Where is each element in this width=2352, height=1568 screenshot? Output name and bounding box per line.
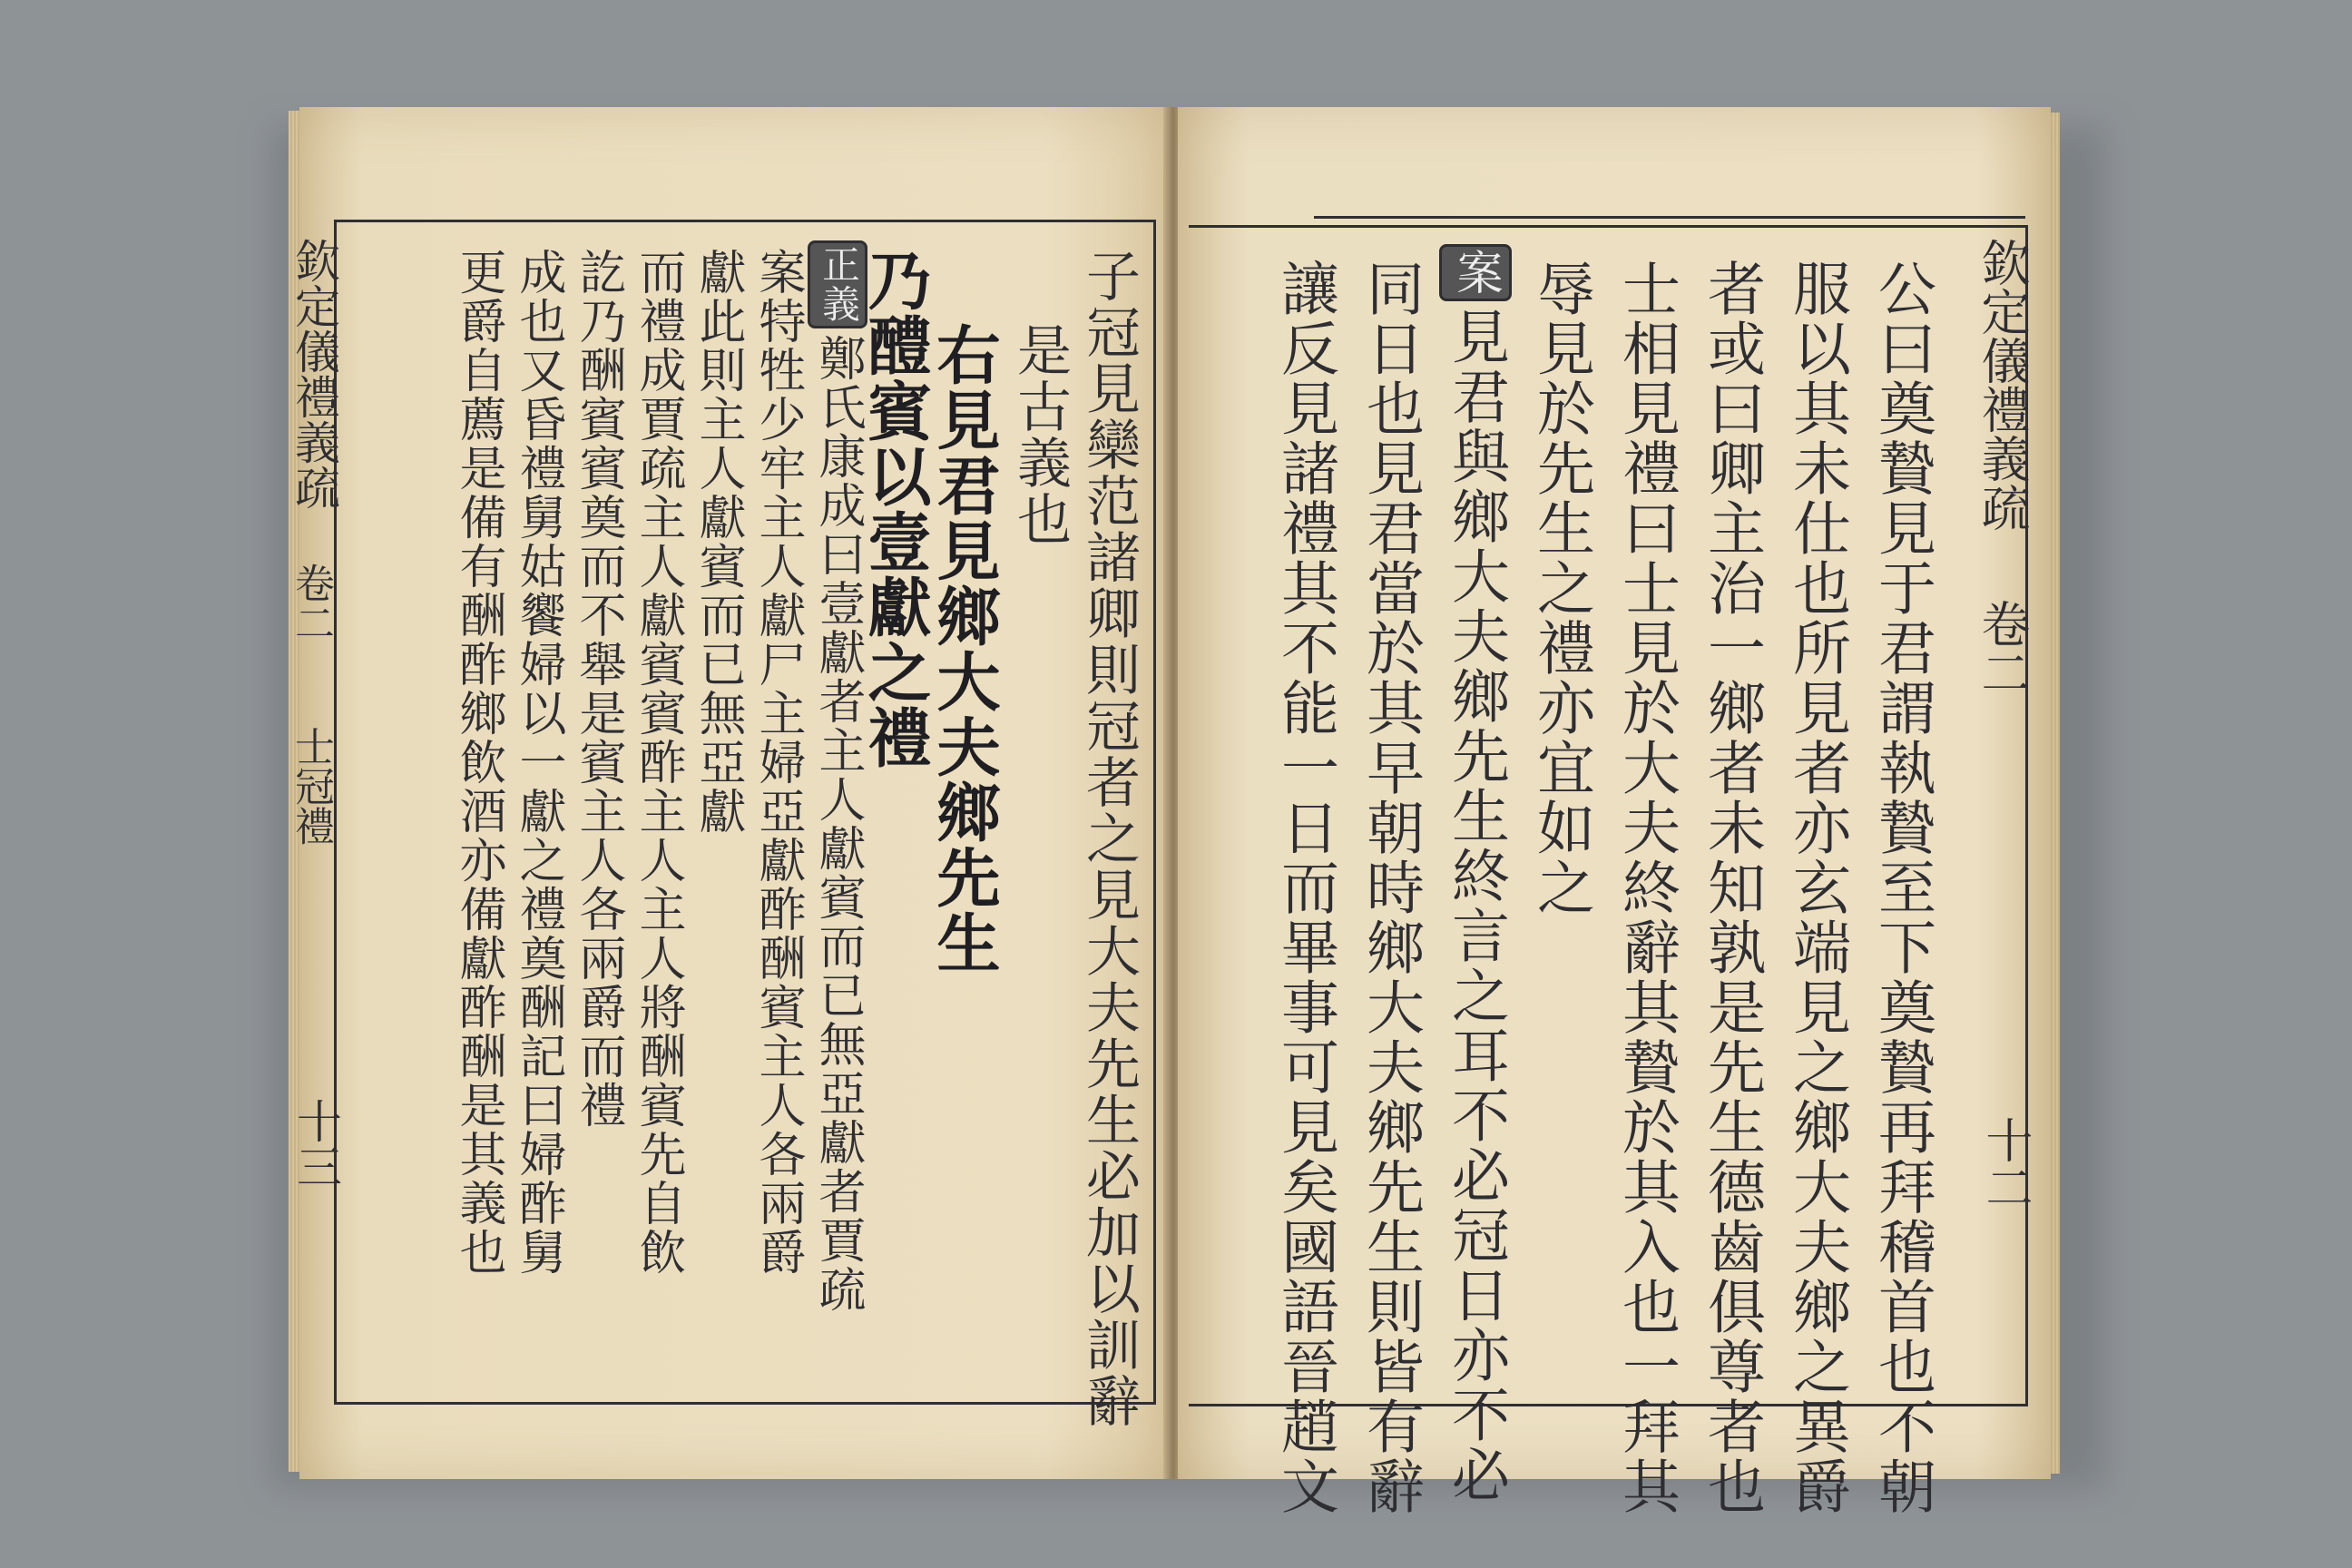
left-page-frame [334, 220, 1156, 1429]
text-column: 公曰奠贄見于君謂執贄至下奠贄再拜稽首也不朝 [1868, 259, 1936, 1516]
text-column: 辱見於先生之禮亦宜如之 [1527, 259, 1594, 917]
text-column: 者或曰卿主治一鄉者未知孰是先生德齒俱尊者也 [1698, 259, 1765, 1516]
commentary-column: 獻此則主人獻賓而已無亞獻 [691, 248, 745, 836]
commentary-column: 成也又昏禮舅姑饗婦以一獻之禮奠酬記曰婦酢舅 [511, 248, 565, 1277]
right-top-rule [1314, 216, 2025, 219]
right-leaf-number: 十二 [1977, 1116, 2032, 1210]
text-column: 服以其未仕也所見者亦玄端見之鄉大夫鄉之異爵 [1783, 259, 1850, 1516]
commentary-stamp-icon: 案 [1439, 244, 1512, 301]
section-heading: 乃醴賓以壹獻之禮 [858, 248, 933, 770]
left-margin-title: 欽定儀禮義疏 [288, 238, 340, 510]
commentary-column: 案特牲少牢主人獻尸主婦亞獻酢酬賓主人各兩爵 [750, 248, 805, 1277]
commentary-column: 更爵自薦是備有酬酢鄉飲酒亦備獻酢酬是其義也 [451, 248, 505, 1277]
text-column: 子冠見欒范諸卿則冠者之見大夫先生必加以訓辭 [1077, 248, 1141, 1429]
commentary-column: 而禮成賈疏主人獻賓賓酢主人主人將酬賓先自飲 [631, 248, 685, 1277]
right-page-frame [1189, 225, 2028, 1516]
right-margin-title: 欽定儀禮義疏 [1974, 238, 2031, 532]
commentary-column: 訖乃酬賓賓奠而不舉是賓主人各兩爵而禮 [571, 248, 625, 1130]
left-margin-volume: 卷二 [288, 563, 334, 642]
commentary-text: 見君與鄉大夫鄉先生終言之耳不必冠日亦不必 [1442, 307, 1509, 1505]
commentary-stamp-icon: 正義 [808, 240, 867, 328]
left-text-block [451, 222, 1148, 1429]
text-column: 讓反見諸禮其不能一日而畢事可見矣國語晉趙文 [1271, 259, 1338, 1516]
commentary-text: 鄭氏康成曰壹獻者主人獻賓而已無亞獻者賈疏 [810, 334, 865, 1315]
commentary-column [1432, 228, 1517, 1504]
text-column: 士相見禮曰士見於大夫終辭其贄於其入也一拜其 [1612, 259, 1680, 1516]
left-margin-chapter: 士冠禮 [288, 726, 334, 846]
text-column: 同日也見君當於其早朝時鄉大夫鄉先生則皆有辭 [1357, 259, 1424, 1516]
section-heading: 右見君見鄉大夫鄉先生 [926, 322, 1002, 975]
right-text-block [1200, 228, 1944, 1516]
left-leaf-number: 十三 [289, 1098, 342, 1189]
right-margin-volume: 卷二 [1974, 599, 2031, 697]
text-column: 是古義也 [1008, 322, 1072, 547]
